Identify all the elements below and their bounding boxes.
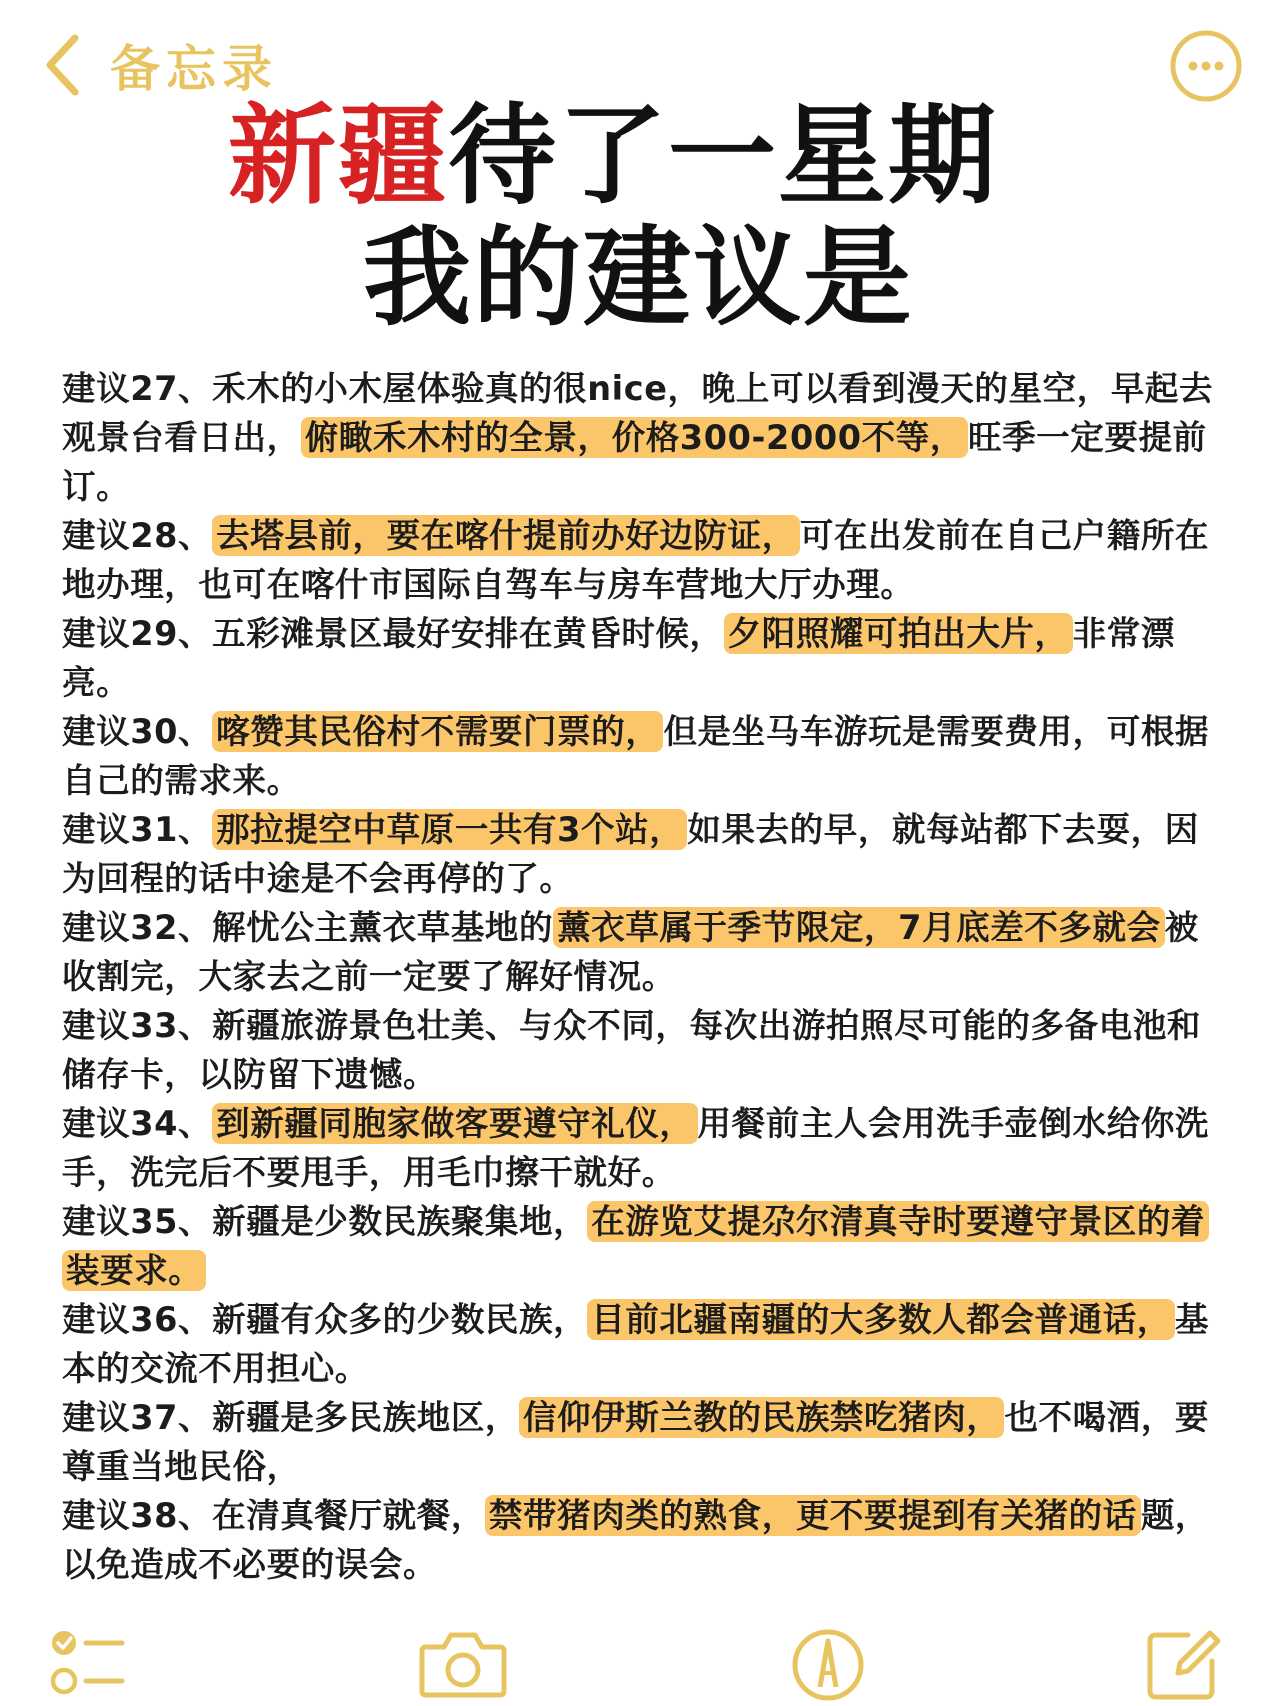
tip-paragraph bbox=[62, 805, 1222, 903]
tip-text: 建议37、新疆是多民族地区， bbox=[62, 1398, 520, 1437]
tip-paragraph bbox=[62, 1393, 1222, 1491]
highlighted-text: 信仰伊斯兰教的民族禁吃猪肉， bbox=[519, 1397, 1004, 1438]
tip-paragraph bbox=[62, 903, 1222, 1001]
note-body[interactable] bbox=[62, 364, 1222, 1589]
tip-text: 旺季一定要提前订。 bbox=[62, 418, 1207, 506]
tip-paragraph bbox=[62, 609, 1222, 707]
camera-icon bbox=[418, 1627, 508, 1699]
more-button[interactable] bbox=[1168, 28, 1244, 104]
camera-button[interactable] bbox=[418, 1627, 508, 1699]
tip-text: 也不喝酒，要尊重当地民俗， bbox=[62, 1398, 1210, 1486]
tip-text: 建议36、新疆有众多的少数民族， bbox=[62, 1300, 588, 1339]
highlighted-text: 到新疆同胞家做客要遵守礼仪， bbox=[212, 1103, 697, 1144]
compose-button[interactable] bbox=[1144, 1627, 1224, 1703]
tip-text: 可在出发前在自己户籍所在地办理，也可在喀什市国际自驾车与房车营地大厅办理。 bbox=[62, 516, 1210, 604]
tip-text: 建议30、 bbox=[62, 712, 213, 751]
tip-text: 建议28、 bbox=[62, 516, 213, 555]
tip-text: 建议32、解忧公主薰衣草基地的 bbox=[62, 908, 554, 947]
pen-markup-icon bbox=[790, 1627, 866, 1703]
markup-button[interactable] bbox=[790, 1627, 866, 1703]
checklist-icon bbox=[48, 1627, 128, 1699]
tip-text: 如果去的早，就每站都下去耍，因为回程的话中途是不会再停的了。 bbox=[62, 810, 1199, 898]
highlighted-text: 那拉提空中草原一共有3个站， bbox=[212, 809, 687, 850]
tip-text: 建议35、新疆是少数民族聚集地， bbox=[62, 1202, 588, 1241]
tip-text: 基本的交流不用担心。 bbox=[62, 1300, 1210, 1388]
checklist-button[interactable] bbox=[48, 1627, 128, 1699]
highlighted-text: 目前北疆南疆的大多数人都会普通话， bbox=[587, 1299, 1175, 1340]
tip-paragraph bbox=[62, 511, 1222, 609]
tip-paragraph bbox=[62, 1197, 1222, 1295]
tip-text: 但是坐马车游玩是需要费用，可根据自己的需求来。 bbox=[62, 712, 1210, 800]
highlighted-text: 俯瞰禾木村的全景，价格300-2000不等， bbox=[301, 417, 968, 458]
compose-icon bbox=[1144, 1627, 1224, 1703]
title-line-1 bbox=[0, 95, 1280, 217]
bottom-toolbar bbox=[0, 1615, 1280, 1706]
highlighted-text: 薰衣草属于季节限定，7月底差不多就会 bbox=[553, 907, 1165, 948]
tip-paragraph bbox=[62, 1491, 1222, 1589]
tip-text: 建议27、禾木的小木屋体验真的很nice，晚上可以看到漫天的星空，早起去观景台看日出， bbox=[62, 369, 1214, 457]
tip-text: 建议38、在清真餐厅就餐， bbox=[62, 1496, 485, 1535]
highlighted-text: 喀赞其民俗村不需要门票的， bbox=[212, 711, 663, 752]
chevron-left-icon bbox=[44, 33, 80, 97]
page-title bbox=[0, 95, 1280, 339]
tip-text: 非常漂亮。 bbox=[62, 614, 1175, 702]
back-label: 备忘录 bbox=[110, 40, 278, 98]
tip-paragraph bbox=[62, 364, 1222, 511]
tip-text: 建议33、新疆旅游景色壮美、与众不同，每次出游拍照尽可能的多备电池和储存卡，以防留下遗憾。 bbox=[62, 1006, 1202, 1094]
tip-paragraph bbox=[62, 1001, 1222, 1099]
title-highlight: 新疆 bbox=[227, 93, 448, 219]
highlighted-text: 夕阳照耀可拍出大片， bbox=[724, 613, 1073, 654]
title-rest: 待了一星期 bbox=[448, 93, 999, 219]
tip-text: 用餐前主人会用洗手壶倒水给你洗手，洗完后不要甩手，用毛巾擦干就好。 bbox=[62, 1104, 1210, 1192]
highlighted-text: 在游览艾提尕尔清真寺时要遵守景区的着装要求。 bbox=[62, 1201, 1209, 1291]
back-button[interactable] bbox=[44, 30, 278, 100]
tip-text: 被收割完，大家去之前一定要了解好情况。 bbox=[62, 908, 1199, 996]
tip-paragraph bbox=[62, 1295, 1222, 1393]
highlighted-text: 去塔县前，要在喀什提前办好边防证， bbox=[212, 515, 800, 556]
tip-text: 建议29、五彩滩景区最好安排在黄昏时候， bbox=[62, 614, 724, 653]
tip-text: 建议34、 bbox=[62, 1104, 213, 1143]
tip-text: 题，以免造成不必要的误会。 bbox=[62, 1496, 1210, 1584]
title-line-2: 我的建议是 bbox=[362, 215, 913, 341]
tip-text: 建议31、 bbox=[62, 810, 213, 849]
tip-paragraph bbox=[62, 1099, 1222, 1197]
tip-paragraph bbox=[62, 707, 1222, 805]
highlighted-text: 禁带猪肉类的熟食，更不要提到有关猪的话 bbox=[485, 1495, 1141, 1536]
